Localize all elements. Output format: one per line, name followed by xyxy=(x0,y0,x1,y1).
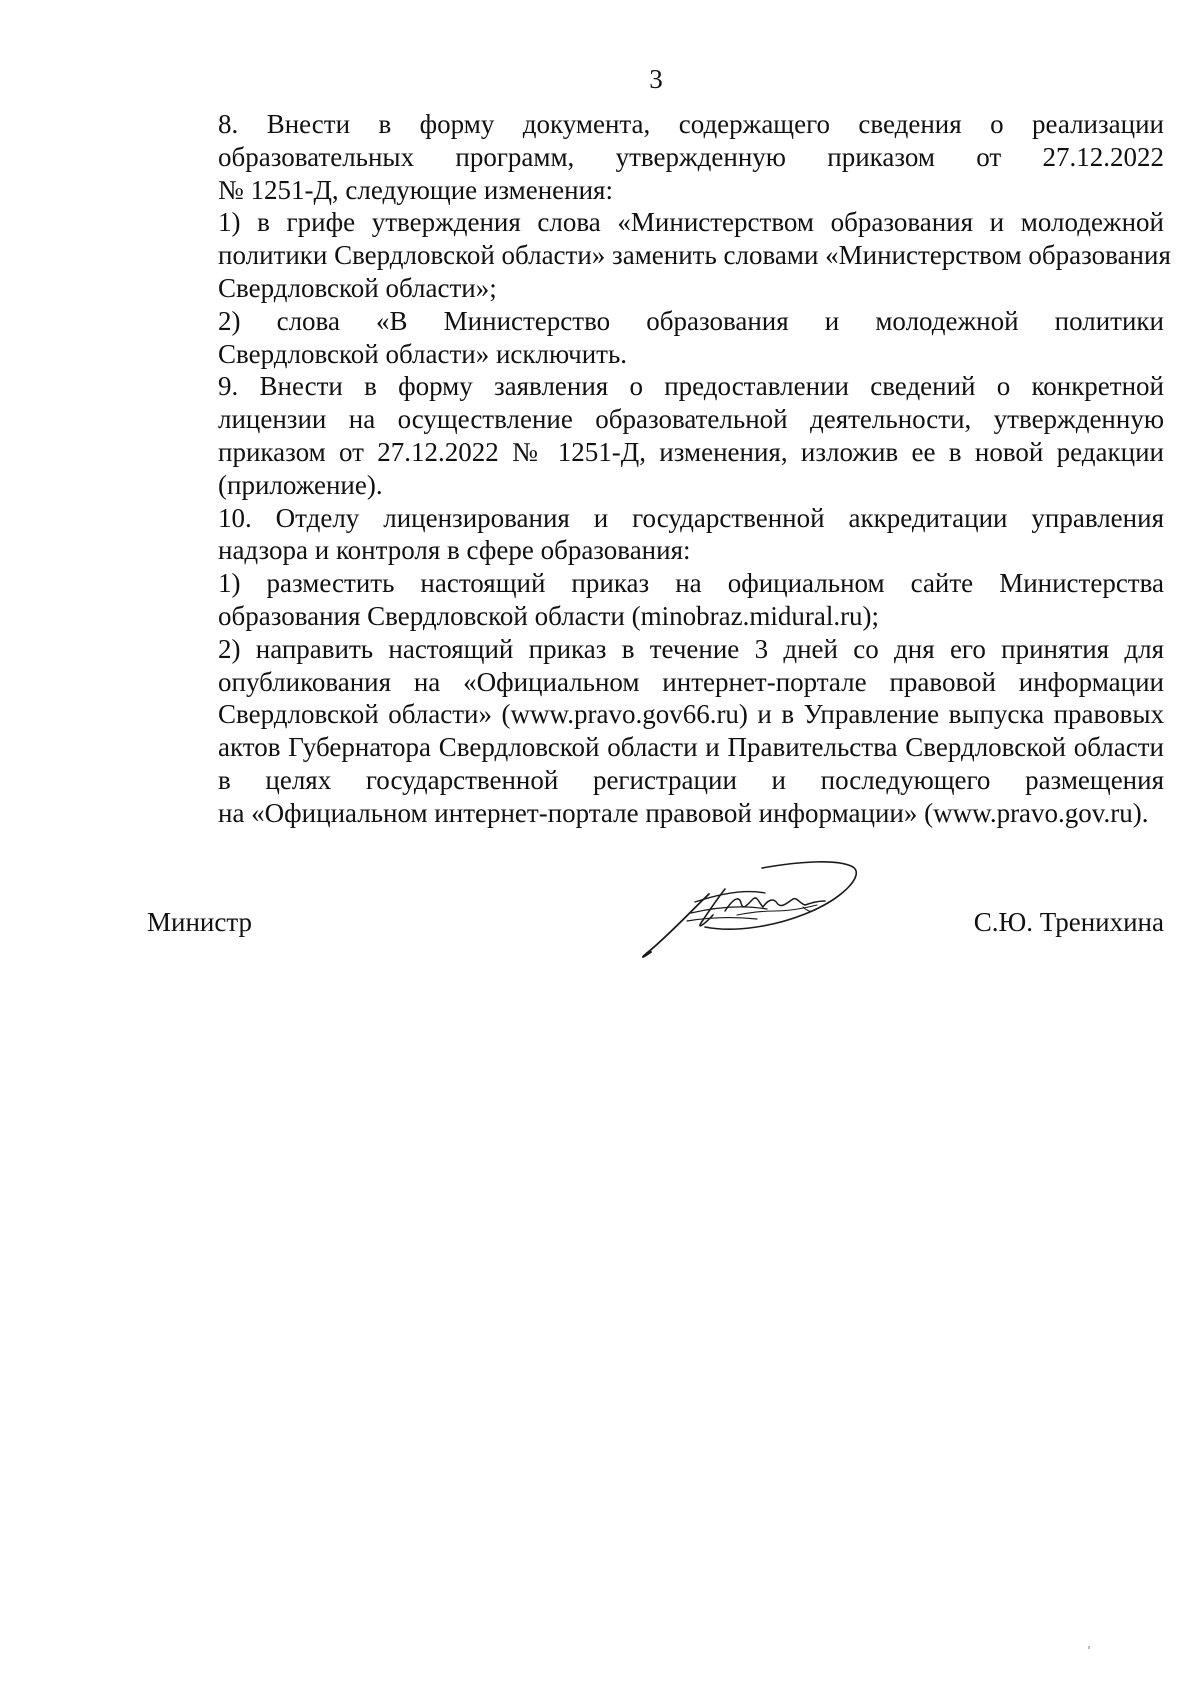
text-line: образования Свердловской области (minobraz.midural.ru); xyxy=(218,600,880,631)
text-line: лицензии на осуществление образовательной деятельности, утвержденную xyxy=(218,404,1164,435)
text-line: 2) слова «В Министерство образования и молодежной политики xyxy=(218,305,1164,336)
text-line: образовательных программ, утвержденную приказом от 27.12.2022 xyxy=(218,141,1164,172)
paragraph-item-10-1 xyxy=(147,567,1164,633)
text-line: Свердловской области»; xyxy=(218,272,497,303)
text-line: 1) в грифе утверждения слова «Министерством образования и молодежной xyxy=(218,207,1164,238)
paragraph-item-8-1 xyxy=(147,206,1171,304)
text-line: 10. Отделу лицензирования и государственной аккредитации управления xyxy=(218,502,1164,533)
signer-role: Министр xyxy=(147,907,252,937)
paragraph-item-8-2 xyxy=(147,305,1164,371)
text-line: в целях государственной регистрации и последующего размещения xyxy=(218,764,1164,795)
text-line: надзора и контроля в сфере образования: xyxy=(218,535,691,566)
paragraph-item-9 xyxy=(147,370,1164,501)
text-line: опубликования на «Официальном интернет-портале правовой информации xyxy=(218,666,1164,697)
text-line: Свердловской области» исключить. xyxy=(218,338,628,369)
text-line: (приложение). xyxy=(218,469,383,500)
signer-name: С.Ю. Тренихина xyxy=(973,907,1164,937)
text-line: Свердловской области» (www.pravo.gov66.ru) и в Управление выпуска правовых xyxy=(218,699,1164,730)
text-line: № 1251-Д, следующие изменения: xyxy=(218,174,613,205)
text-line: 8. Внести в форму документа, содержащего сведения о реализации xyxy=(218,109,1164,139)
paragraph-item-10-2 xyxy=(147,633,1164,830)
paragraph-item-8 xyxy=(147,108,1164,206)
signature-block xyxy=(147,855,1164,975)
paragraph-item-10 xyxy=(147,502,1164,568)
text-line: 2) направить настоящий приказ в течение 3 дней со дня его принятия для xyxy=(218,633,1164,664)
text-line: на «Официальном интернет-портале правовой информации» (www.pravo.gov.ru). xyxy=(218,797,1149,828)
text-line: приказом от 27.12.2022 № 1251-Д, изменения, изложив ее в новой редакции xyxy=(218,436,1164,467)
text-line: 1) разместить настоящий приказ на официальном сайте Министерства xyxy=(218,568,1164,599)
page-number: 3 xyxy=(649,64,663,94)
scan-speck xyxy=(1088,1646,1090,1649)
text-line: актов Губернатора Свердловской области и Правительства Свердловской области xyxy=(218,732,1164,763)
text-line: политики Свердловской области» заменить словами «Министерством образования xyxy=(218,240,1171,271)
text-line: 9. Внести в форму заявления о предоставлении сведений о конкретной xyxy=(218,371,1164,402)
document-body xyxy=(147,108,1171,830)
handwritten-signature-icon xyxy=(607,855,877,975)
